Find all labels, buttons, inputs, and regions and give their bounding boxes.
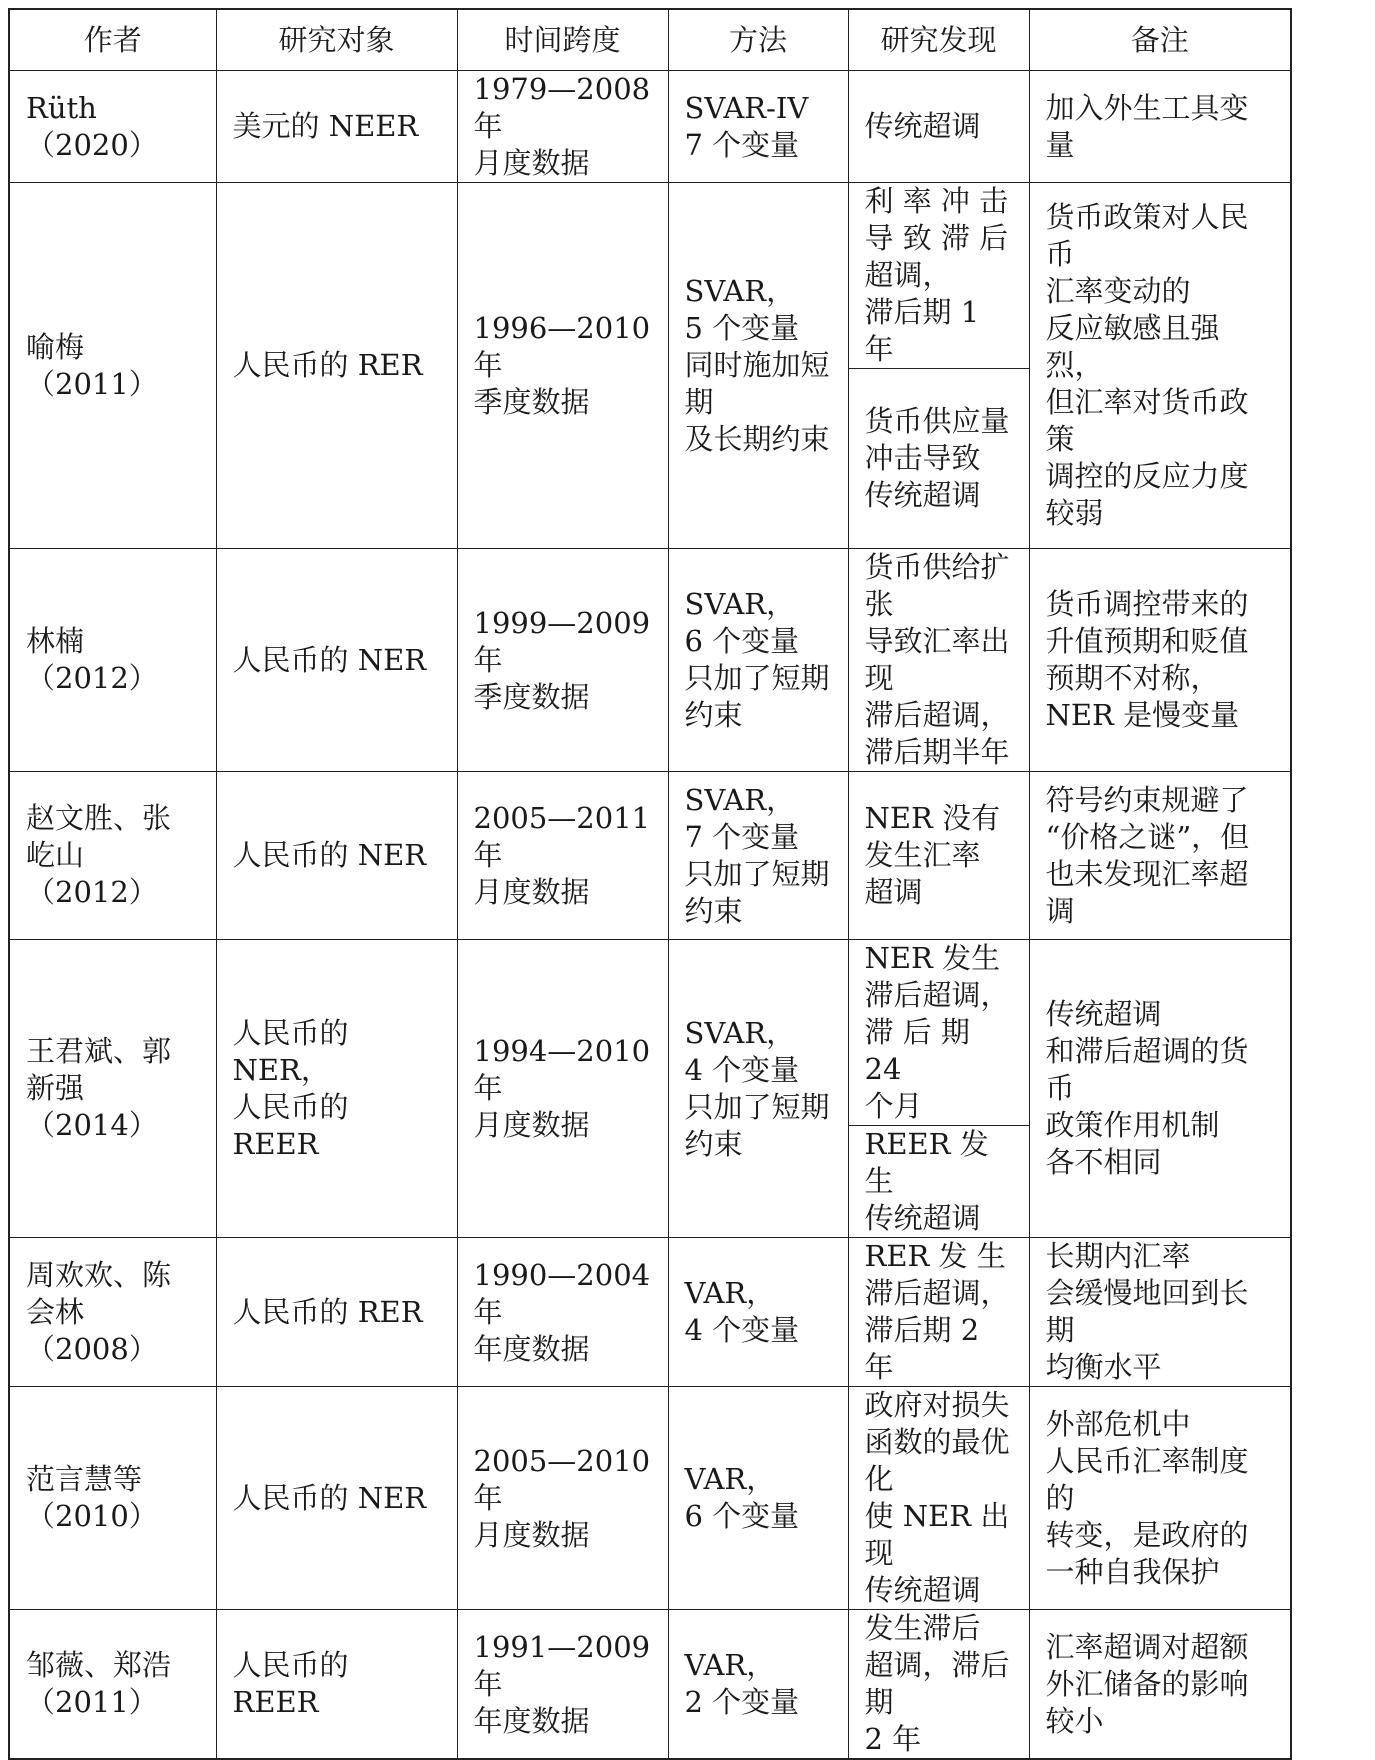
header-findings: 研究发现 [848,9,1029,71]
subject-cell: 人民币的 RER [216,1238,457,1387]
table-row [9,183,1291,369]
table-row [9,549,1291,772]
method-cell: VAR， 4 个变量 [668,1238,848,1387]
header-time-span: 时间跨度 [457,9,668,71]
header-subject: 研究对象 [216,9,457,71]
notes-cell: 长期内汇率 会缓慢地回到长期 均衡水平 [1029,1238,1291,1387]
notes-cell: 汇率超调对超额 外汇储备的影响 较小 [1029,1610,1291,1760]
method-cell: VAR， 6 个变量 [668,1387,848,1610]
table-row [9,1610,1291,1760]
findings-cell: RER 发 生 滞后超调， 滞后期 2 年 [848,1238,1029,1387]
table-row [9,71,1291,183]
findings-cell: 利 率 冲 击 导 致 滞 后 超调， 滞后期 1 年 [848,183,1029,369]
findings-cell: 政府对损失 函数的最优化 使 NER 出现 传统超调 [848,1387,1029,1610]
subject-cell: 人民币的 NER， 人民币的 REER [216,940,457,1238]
subject-cell: 人民币的 REER [216,1610,457,1760]
subject-cell: 人民币的 RER [216,183,457,549]
notes-cell: 外部危机中 人民币汇率制度的 转变，是政府的 一种自我保护 [1029,1387,1291,1610]
header-row [9,9,1291,71]
author-cell: 王君斌、郭新强 （2014） [9,940,216,1238]
span-cell: 2005—2011 年 月度数据 [457,772,668,940]
findings-cell: 传统超调 [848,71,1029,183]
notes-cell: 加入外生工具变量 [1029,71,1291,183]
table-row [9,1387,1291,1610]
author-cell: 邹薇、郑浩 （2011） [9,1610,216,1760]
span-cell: 1979—2008 年 月度数据 [457,71,668,183]
method-cell: VAR， 2 个变量 [668,1610,848,1760]
findings-cell: NER 发生 滞后超调， 滞 后 期 24 个月 [848,940,1029,1126]
subject-cell: 人民币的 NER [216,549,457,772]
span-cell: 2005—2010 年 月度数据 [457,1387,668,1610]
method-cell: SVAR， 4 个变量 只加了短期 约束 [668,940,848,1238]
notes-cell: 货币政策对人民币 汇率变动的 反应敏感且强烈， 但汇率对货币政策 调控的反应力度 较弱 [1029,183,1291,549]
literature-table [8,8,1292,1760]
findings-cell: REER 发 生 传统超调 [848,1126,1029,1238]
author-cell: 范言慧等 （2010） [9,1387,216,1610]
author-cell: 林楠（2012） [9,549,216,772]
subject-cell: 人民币的 NER [216,772,457,940]
author-cell: 赵文胜、张屹山 （2012） [9,772,216,940]
author-cell: Rüth（2020） [9,71,216,183]
header-method: 方法 [668,9,848,71]
author-cell: 周欢欢、陈会林 （2008） [9,1238,216,1387]
subject-cell: 人民币的 NER [216,1387,457,1610]
method-cell: SVAR-IV 7 个变量 [668,71,848,183]
span-cell: 1994—2010 年 月度数据 [457,940,668,1238]
span-cell: 1990—2004 年 年度数据 [457,1238,668,1387]
method-cell: SVAR， 7 个变量 只加了短期 约束 [668,772,848,940]
span-cell: 1991—2009 年 年度数据 [457,1610,668,1760]
findings-cell: 发生滞后 超调，滞后期 2 年 [848,1610,1029,1760]
findings-cell: 货币供给扩张 导致汇率出现 滞后超调， 滞后期半年 [848,549,1029,772]
header-author: 作者 [9,9,216,71]
table-row [9,1238,1291,1387]
span-cell: 1996—2010 年 季度数据 [457,183,668,549]
author-cell: 喻梅（2011） [9,183,216,549]
findings-cell: NER 没有 发生汇率 超调 [848,772,1029,940]
header-notes: 备注 [1029,9,1291,71]
table-row [9,772,1291,940]
subject-cell: 美元的 NEER [216,71,457,183]
span-cell: 1999—2009 年 季度数据 [457,549,668,772]
findings-cell: 货币供应量 冲击导致 传统超调 [848,369,1029,549]
method-cell: SVAR， 5 个变量 同时施加短期 及长期约束 [668,183,848,549]
method-cell: SVAR， 6 个变量 只加了短期 约束 [668,549,848,772]
notes-cell: 传统超调 和滞后超调的货币 政策作用机制 各不相同 [1029,940,1291,1238]
notes-cell: 符号约束规避了 “价格之谜”，但 也未发现汇率超调 [1029,772,1291,940]
table-row [9,940,1291,1126]
notes-cell: 货币调控带来的 升值预期和贬值 预期不对称， NER 是慢变量 [1029,549,1291,772]
